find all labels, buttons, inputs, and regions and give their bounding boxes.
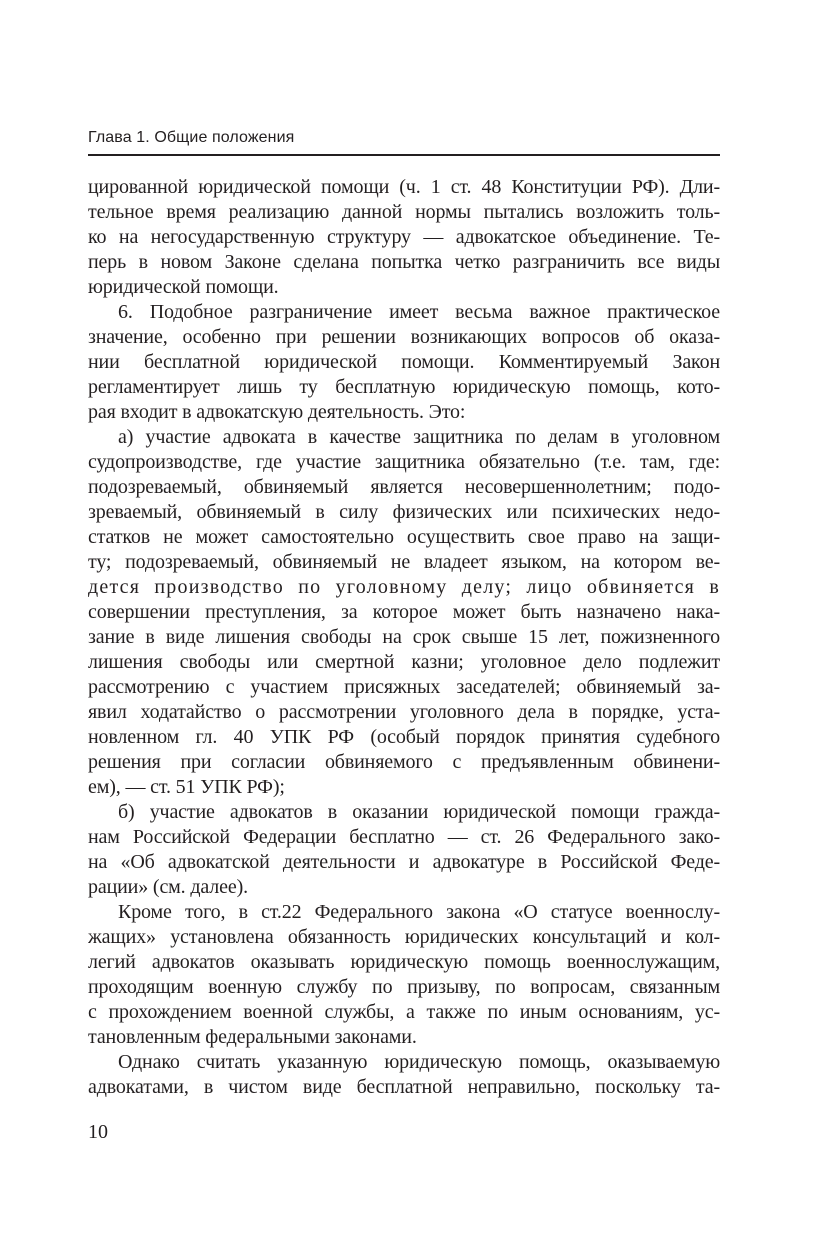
text-line: ко на негосударственную структуру — адвокатское объединение. Те-: [88, 226, 720, 248]
text-line: нам Российской Федерации бесплатно — ст. 26 Федерального зако-: [88, 826, 720, 848]
paragraph-first-line: Кроме того, в ст.22 Федерального закона «О статусе военнослу-: [118, 901, 720, 923]
text-line: жащих» установлена обязанность юридических консультаций и кол-: [88, 926, 720, 948]
text-line: перь в новом Законе сделана попытка четко разграничить все виды: [88, 251, 720, 273]
text-line: решения при согласии обвиняемого с предъявленным обвинени-: [88, 751, 720, 773]
text-line: цированной юридической помощи (ч. 1 ст. 48 Конституции РФ). Дли-: [88, 176, 720, 198]
text-line: ем), — ст. 51 УПК РФ);: [88, 776, 285, 798]
text-line: с прохождением военной службы, а также по иным основаниям, ус-: [88, 1001, 720, 1023]
page-number: 10: [88, 1121, 108, 1143]
text-line: значение, особенно при решении возникающих вопросов об оказа-: [88, 326, 720, 348]
text-line: адвокатами, в чистом виде бесплатной неправильно, поскольку та-: [88, 1076, 720, 1098]
text-line: тельное время реализацию данной нормы пытались возложить толь-: [88, 201, 720, 223]
body-text: [88, 175, 720, 1100]
text-line: дется производство по уголовному делу; лицо обвиняется в: [88, 576, 720, 598]
text-line: статков не может самостоятельно осуществить свое право на защи-: [88, 526, 720, 548]
text-line: рации» (см. далее).: [88, 876, 248, 898]
text-line: рая входит в адвокатскую деятельность. Это:: [88, 401, 466, 423]
running-head-title: Глава 1. Общие положения: [88, 129, 295, 146]
text-line: судопроизводстве, где участие защитника обязательно (т.е. там, где:: [88, 451, 720, 473]
text-line: легий адвокатов оказывать юридическую помощь военнослужащим,: [88, 951, 720, 973]
text-line: юридической помощи.: [88, 276, 279, 298]
text-line: нии бесплатной юридической помощи. Комментируемый Закон: [88, 351, 720, 373]
text-line: зание в виде лишения свободы на срок свыше 15 лет, пожизненного: [88, 626, 720, 648]
text-line: явил ходатайство о рассмотрении уголовного дела в порядке, уста-: [88, 701, 720, 723]
text-line: новленном гл. 40 УПК РФ (особый порядок принятия судебного: [88, 726, 720, 748]
text-line: на «Об адвокатской деятельности и адвокатуре в Российской Феде-: [88, 851, 720, 873]
text-line: проходящим военную службу по призыву, по вопросам, связанным: [88, 976, 720, 998]
paragraph-first-line: а) участие адвоката в качестве защитника по делам в уголовном: [118, 426, 720, 448]
text-line: рассмотрению с участием присяжных заседателей; обвиняемый за-: [88, 676, 720, 698]
text-line: лишения свободы или смертной казни; уголовное дело подлежит: [88, 651, 720, 673]
text-line: подозреваемый, обвиняемый является несовершеннолетним; подо-: [88, 476, 720, 498]
paragraph-first-line: Однако считать указанную юридическую помощь, оказываемую: [118, 1051, 720, 1073]
text-line: регламентирует лишь ту бесплатную юридическую помощь, кото-: [88, 376, 720, 398]
header-divider: [88, 154, 720, 156]
text-line: тановленным федеральными законами.: [88, 1026, 417, 1048]
text-line: совершении преступления, за которое может быть назначено нака-: [88, 601, 720, 623]
paragraph-first-line: б) участие адвокатов в оказании юридической помощи гражда-: [118, 801, 720, 823]
text-line: зреваемый, обвиняемый в силу физических или психических недо-: [88, 501, 720, 523]
text-line: ту; подозреваемый, обвиняемый не владеет языком, на котором ве-: [88, 551, 720, 573]
paragraph-first-line: 6. Подобное разграничение имеет весьма важное практическое: [118, 301, 720, 323]
